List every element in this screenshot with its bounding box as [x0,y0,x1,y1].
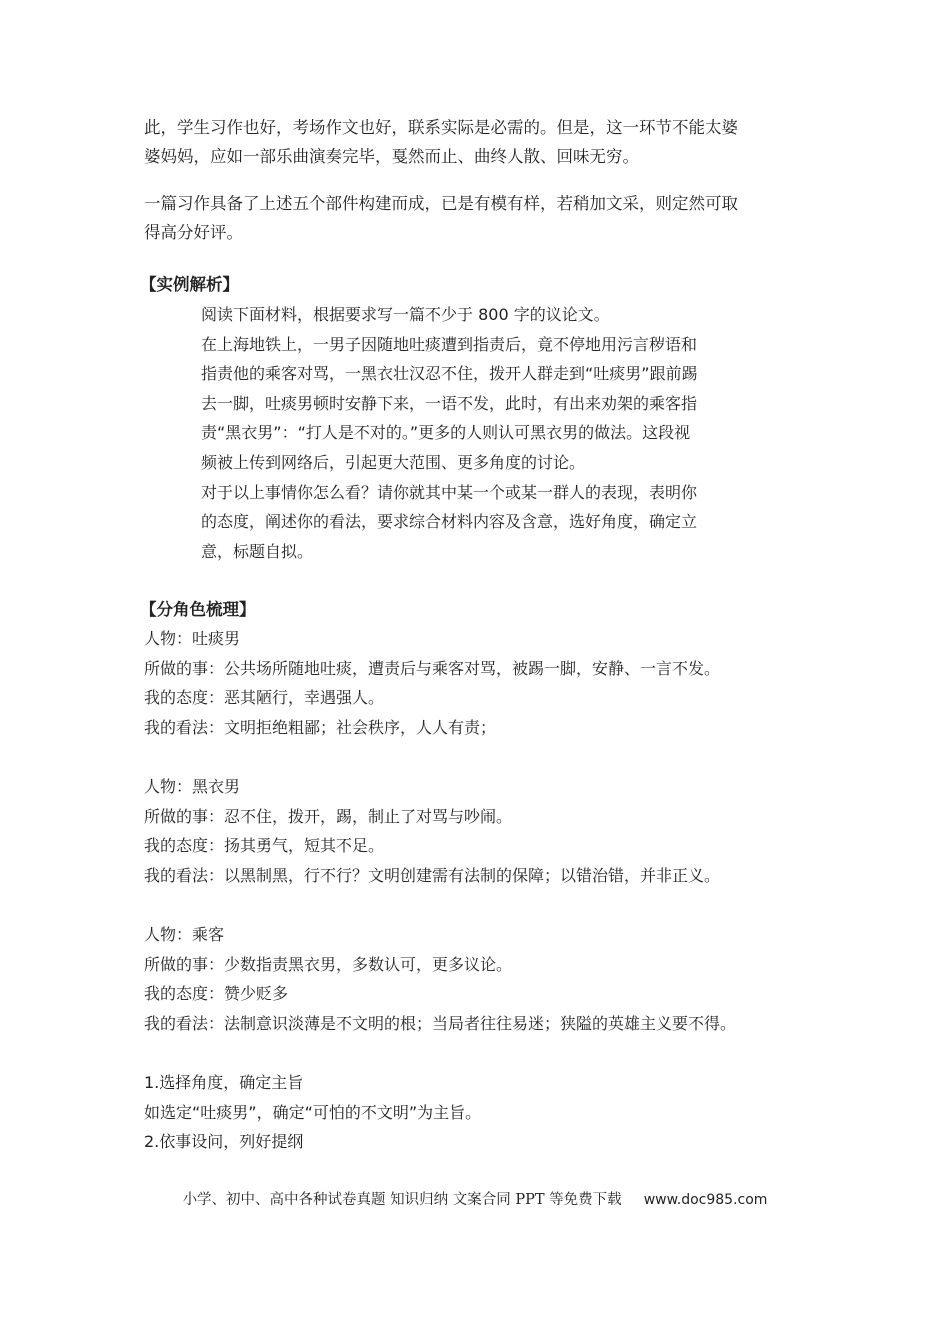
role-line: 人物：乘客 [144,925,225,944]
role-line: 我的态度：赞少贬多 [144,984,289,1004]
role-line: 人物：黑衣男 [144,777,241,796]
role-line: 我的态度：恶其陋行，幸遇强人。 [144,688,385,708]
example-line: 阅读下面材料，根据要求写一篇不少于 800 字的议论文。 [201,305,610,324]
example-material [201,300,761,566]
intro-line: 婆妈妈，应如一部乐曲演奏完毕，戛然而止、曲终人散、回味无穷。 [144,147,639,166]
role-line: 所做的事：公共场所随地吐痰，遭责后与乘客对骂，被踢一脚，安静、一言不发。 [144,658,721,678]
step-line: 1.选择角度，确定主旨 [144,1073,304,1092]
example-line: 指责他的乘客对骂，一黑衣壮汉忍不住，拨开人群走到“吐痰男”跟前踢 [201,364,698,384]
role-line: 我的态度：扬其勇气，短其不足。 [144,836,385,856]
role-line: 我的看法：法制意识淡薄是不文明的根；当局者往往易迷；狭隘的英雄主义要不得。 [144,1013,737,1033]
role-line: 我的看法：文明拒绝粗鄙；社会秩序，人人有责； [144,717,497,737]
role-group-black-clothes [144,772,824,890]
summary-line: 得高分好评。 [144,223,243,242]
example-line: 对于以上事情你怎么看？请你就其中某一个或某一群人的表现，表明你 [201,482,698,502]
role-line: 所做的事：少数指责黑衣男，多数认可，更多议论。 [144,954,513,974]
footer-url[interactable]: www.doc985.com [643,1192,768,1208]
role-group-spitter [144,624,824,742]
roles-heading: 【分角色梳理】 [140,600,256,619]
example-line: 频被上传到网络后，引起更大范围、更多角度的讨论。 [201,452,586,472]
example-line: 责“黑衣男”：“打人是不对的。”更多的人则认可黑衣男的做法。这段视 [201,423,691,443]
step-line: 如选定“吐痰男”，确定“可怕的不文明”为主旨。 [144,1102,482,1122]
summary-line: 一篇习作具备了上述五个部件构建而成，已是有模有样，若稍加文采，则定然可取 [144,194,738,213]
role-line: 所做的事：忍不住，拨开，踢，制止了对骂与吵闹。 [144,806,513,826]
step-line: 2.依事设问，列好提纲 [144,1132,304,1152]
example-line: 在上海地铁上，一男子因随地吐痰遭到指责后，竟不停地用污言秽语和 [201,334,698,354]
role-line: 人物：吐痰男 [144,629,241,648]
intro-line: 此，学生习作也好，考场作文也好，联系实际是必需的。但是，这一环节不能太婆 [144,118,738,137]
footer-text: 小学、初中、高中各种试卷真题 知识归纳 文案合同 PPT 等免费下载 [182,1192,622,1208]
steps-list [144,1068,824,1157]
example-line: 的态度，阐述你的看法，要求综合材料内容及含意，选好角度，确定立 [201,512,698,532]
role-group-passengers [144,920,824,1038]
example-line: 去一脚，吐痰男顿时安静下来，一语不发，此时，有出来劝架的乘客指 [201,393,698,413]
page-footer [0,1188,950,1209]
example-line: 意，标题自拟。 [201,541,314,561]
summary-paragraph [144,189,814,247]
role-line: 我的看法：以黑制黑，行不行？文明创建需有法制的保障；以错治错，并非正义。 [144,865,721,885]
intro-paragraph [144,113,814,171]
example-heading: 【实例解析】 [140,275,239,294]
